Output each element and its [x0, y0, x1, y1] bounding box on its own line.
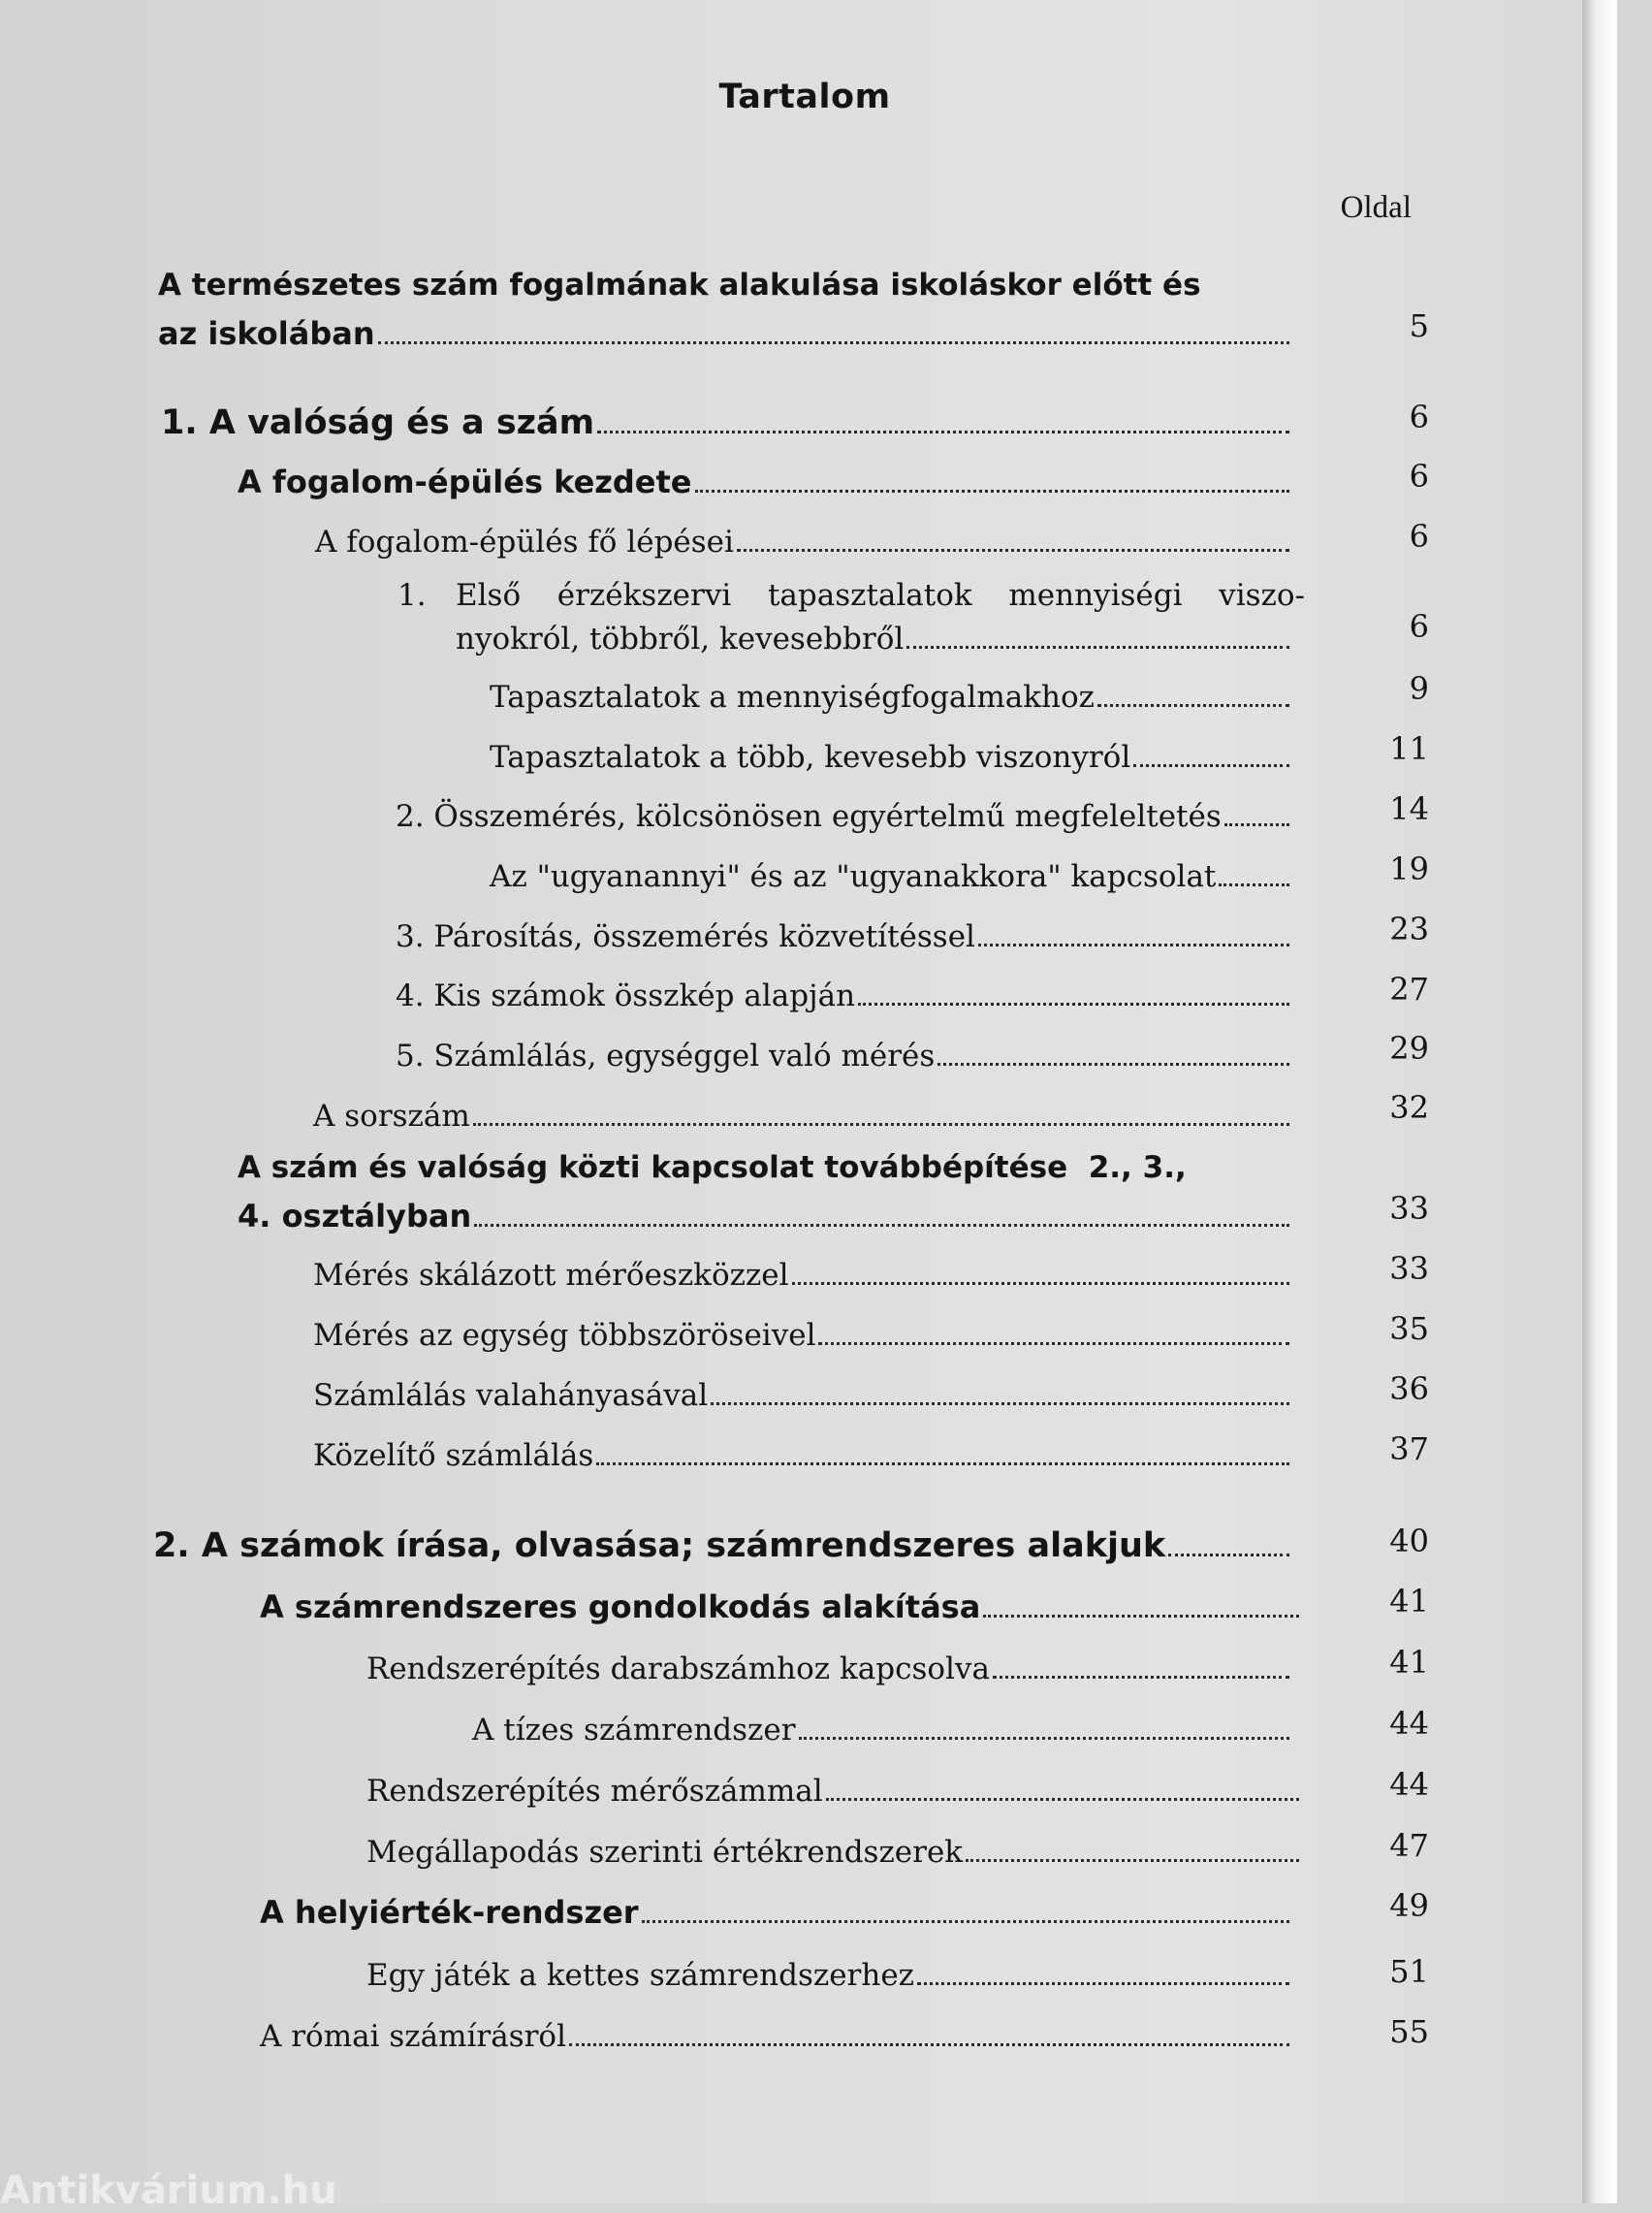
dot-leader	[473, 1123, 1289, 1126]
toc-entry-title: 5. Számlálás, egységgel való mérés	[396, 1039, 936, 1074]
toc-section	[238, 1193, 1295, 1239]
toc-entry-title: 4. Kis számok összkép alapján	[396, 978, 856, 1013]
toc-entry-title: Első érzékszervi tapasztalatok mennyiségi viszo-	[456, 578, 1305, 613]
toc-page-number: 27	[1389, 971, 1429, 1008]
toc-page-number: 6	[1409, 399, 1429, 435]
toc-entry	[472, 1707, 1295, 1753]
dot-leader	[597, 431, 1289, 433]
toc-page-number: 55	[1389, 2013, 1429, 2050]
toc-page-number: 41	[1389, 1583, 1429, 1620]
toc-page-number: 6	[1409, 518, 1429, 555]
dot-leader	[695, 490, 1290, 493]
toc-entry	[260, 2013, 1295, 2060]
toc-entry-title: Mérés skálázott mérőeszközzel	[313, 1258, 789, 1293]
toc-section-title: A helyiérték-rendszer	[260, 1894, 639, 1931]
toc-entry	[313, 1093, 1295, 1139]
toc-intro-line1: A természetes szám fogalmának alakulása iskoláskor előtt és	[158, 268, 1201, 303]
toc-entry-title: A sorszám	[313, 1099, 470, 1134]
dot-leader	[1224, 823, 1289, 826]
dot-leader	[378, 341, 1289, 344]
dot-leader	[596, 1462, 1289, 1465]
toc-entry-title: Rendszerépítés mérőszámmal	[366, 1774, 823, 1809]
toc-entry	[313, 1252, 1295, 1299]
toc-page-number: 23	[1389, 911, 1429, 947]
toc-page-number: 36	[1389, 1370, 1429, 1407]
toc-section-title: A számrendszeres gondolkodás alakítása	[260, 1588, 981, 1625]
toc-entry-title: A fogalom-épülés fő lépései	[315, 525, 734, 560]
toc-entry	[490, 853, 1295, 900]
dot-leader	[983, 1615, 1299, 1618]
toc-page-number: 37	[1389, 1430, 1429, 1467]
dot-leader	[737, 549, 1289, 552]
toc-entry-title: Mérés az egység többszöröseivel	[313, 1318, 816, 1353]
toc-entry-title: A tízes számrendszer	[472, 1713, 796, 1748]
toc-chapter-title: 1. A valóság és a szám	[161, 403, 595, 442]
toc-entry	[456, 616, 1295, 662]
toc-entry	[313, 1372, 1295, 1419]
toc-page-number: 6	[1409, 458, 1429, 495]
toc-page-number: 40	[1389, 1523, 1429, 1559]
toc-page-number: 33	[1389, 1250, 1429, 1287]
toc-entry-title: Rendszerépítés darabszámhoz kapcsolva	[366, 1652, 990, 1686]
dot-leader	[474, 1224, 1289, 1227]
toc-page-number: 9	[1409, 670, 1429, 707]
dot-leader	[906, 646, 1289, 649]
dot-leader	[966, 1859, 1299, 1862]
toc-page-number: 44	[1389, 1766, 1429, 1803]
toc-page-number: 5	[1409, 307, 1429, 344]
toc-entry	[315, 519, 1295, 565]
toc-page-number: 6	[1409, 608, 1429, 645]
toc-entry-title: Számlálás valahányasával	[313, 1378, 709, 1413]
toc-page-number: 29	[1389, 1030, 1429, 1067]
toc-entry-title: Az "ugyanannyi" és az "ugyanakkora" kapcsolat	[490, 859, 1217, 894]
dot-leader	[642, 1920, 1289, 1923]
toc-entry	[313, 1432, 1295, 1479]
dot-leader	[818, 1342, 1289, 1345]
toc-page-number: 49	[1389, 1887, 1429, 1924]
toc-page-number: 32	[1389, 1089, 1429, 1126]
dot-leader	[1168, 1554, 1289, 1556]
toc-entry-title: Megállapodás szerinti értékrendszerek	[366, 1835, 964, 1870]
page-edge	[1582, 0, 1617, 2203]
toc-intro	[158, 310, 1295, 357]
toc-entry	[490, 674, 1295, 721]
toc-page-number: 47	[1389, 1827, 1429, 1864]
toc-entry-title: A római számírásról	[260, 2019, 567, 2054]
dot-leader	[826, 1798, 1299, 1801]
toc-entry	[396, 1033, 1295, 1079]
toc-page-number: 33	[1389, 1190, 1429, 1227]
toc-section	[238, 459, 1295, 505]
toc-entry-title: Egy játék a kettes számrendszerhez	[366, 1958, 915, 1993]
page-column-label: Oldal	[1340, 190, 1412, 225]
dot-leader	[569, 2043, 1289, 2046]
dot-leader	[917, 1982, 1289, 1985]
dot-leader	[1219, 883, 1289, 886]
toc-entry-title: 2. Összemérés, kölcsönösen egyértelmű megfeleltetés	[396, 799, 1222, 834]
toc-intro-line2: az iskolában	[158, 315, 375, 352]
toc-entry	[396, 914, 1295, 960]
dot-leader	[792, 1282, 1289, 1285]
toc-chapter-title: 2. A számok írása, olvasása; számrendszeres alakjuk	[153, 1526, 1166, 1565]
toc-entry-title: 3. Párosítás, összemérés közvetítéssel	[396, 919, 975, 954]
toc-entry-line1	[397, 572, 1305, 619]
toc-page-number: 51	[1389, 1953, 1429, 1990]
toc-page-number: 11	[1389, 730, 1429, 767]
toc-entry	[313, 1312, 1295, 1359]
dot-leader	[993, 1676, 1289, 1679]
watermark: Antikvárium.hu	[0, 2168, 337, 2213]
toc-entry-title: Tapasztalatok a mennyiségfogalmakhoz	[490, 680, 1095, 715]
dot-leader	[711, 1402, 1289, 1405]
toc-chapter-1	[161, 400, 1295, 446]
toc-section-title: 4. osztályban	[238, 1198, 472, 1235]
dot-leader	[978, 944, 1289, 946]
toc-section	[260, 1889, 1295, 1936]
dot-leader	[799, 1737, 1289, 1740]
toc-page-number: 41	[1389, 1644, 1429, 1681]
dot-leader	[1133, 764, 1289, 767]
toc-entry-number: 1.	[397, 578, 427, 613]
toc-page-number: 44	[1389, 1705, 1429, 1742]
page-title: Tartalom	[718, 78, 891, 116]
toc-entry-title: Közelítő számlálás	[313, 1438, 594, 1473]
toc-chapter-2	[153, 1523, 1295, 1569]
toc-entry	[396, 793, 1295, 840]
toc-entry-title: nyokról, többről, kevesebbről	[456, 622, 905, 657]
toc-entry	[366, 1952, 1295, 1999]
dot-leader	[858, 1003, 1289, 1006]
toc-section	[260, 1584, 1305, 1630]
toc-page-number: 19	[1389, 850, 1429, 887]
toc-entry	[396, 973, 1295, 1019]
toc-section-title: A fogalom-épülés kezdete	[238, 464, 692, 500]
toc-page-number: 35	[1389, 1310, 1429, 1347]
toc-page-number: 14	[1389, 790, 1429, 827]
toc-entry	[490, 734, 1295, 781]
dot-leader	[937, 1063, 1289, 1066]
toc-entry	[366, 1829, 1305, 1876]
toc-entry	[366, 1646, 1295, 1692]
toc-entry	[366, 1768, 1305, 1814]
dot-leader	[1097, 704, 1289, 707]
toc-section-line1: A szám és valóság közti kapcsolat továbbépítése 2., 3.,	[238, 1150, 1187, 1185]
toc-entry-title: Tapasztalatok a több, kevesebb viszonyról	[490, 740, 1131, 775]
